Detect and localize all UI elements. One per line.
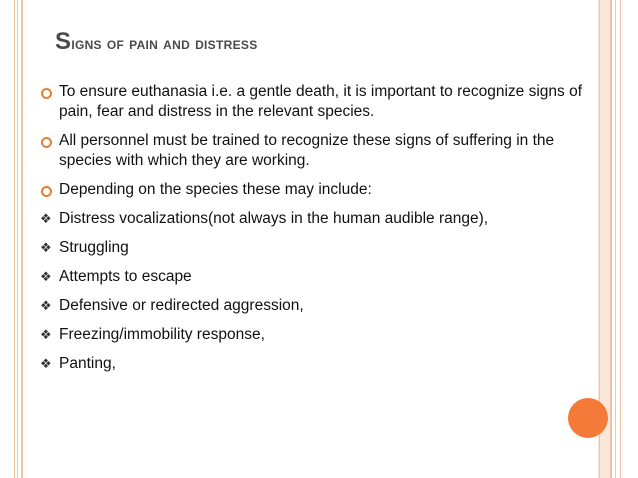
- bullet-item: [40, 296, 590, 316]
- bullet-text: Distress vocalizations(not always in the human audible range),: [59, 210, 489, 227]
- diamond-bullet-icon: ❖: [40, 327, 52, 342]
- bullet-text: To ensure euthanasia i.e. a gentle death, it is important to recognize signs of pain, fear and distress in the relevant species.: [59, 83, 583, 120]
- bullet-item: [40, 180, 590, 200]
- bullet-text: Freezing/immobility response,: [59, 326, 265, 343]
- slide-title: [55, 28, 258, 56]
- bullet-item: [40, 238, 590, 258]
- bullet-item: [40, 354, 590, 374]
- diamond-bullet-icon: ❖: [40, 211, 52, 226]
- bullet-item: [40, 267, 590, 287]
- accent-circle-icon: [568, 398, 608, 438]
- bullet-item: [40, 131, 590, 171]
- bullet-item: [40, 325, 590, 345]
- bullet-text: Panting,: [59, 355, 116, 372]
- bullet-item: [40, 209, 590, 229]
- right-stripe: [615, 0, 616, 478]
- left-stripe: [14, 0, 15, 478]
- slide-title-rest: igns of pain and distress: [71, 34, 258, 53]
- diamond-bullet-icon: ❖: [40, 240, 52, 255]
- diamond-bullet-icon: ❖: [40, 298, 52, 313]
- bullet-text: Depending on the species these may include:: [59, 181, 372, 198]
- bullet-text: Attempts to escape: [59, 268, 192, 285]
- bullet-list: [40, 82, 590, 383]
- bullet-text: All personnel must be trained to recognize these signs of suffering in the species with which they are working.: [59, 132, 555, 169]
- right-stripe: [620, 0, 621, 478]
- right-stripe: [610, 0, 612, 478]
- bullet-item: [40, 82, 590, 122]
- diamond-bullet-icon: ❖: [40, 356, 52, 371]
- diamond-bullet-icon: ❖: [40, 269, 52, 284]
- slide-title-initial: S: [55, 28, 72, 55]
- bullet-text: Defensive or redirected aggression,: [59, 297, 304, 314]
- left-stripe: [17, 0, 18, 478]
- bullet-text: Struggling: [59, 239, 129, 256]
- left-stripe: [21, 0, 23, 478]
